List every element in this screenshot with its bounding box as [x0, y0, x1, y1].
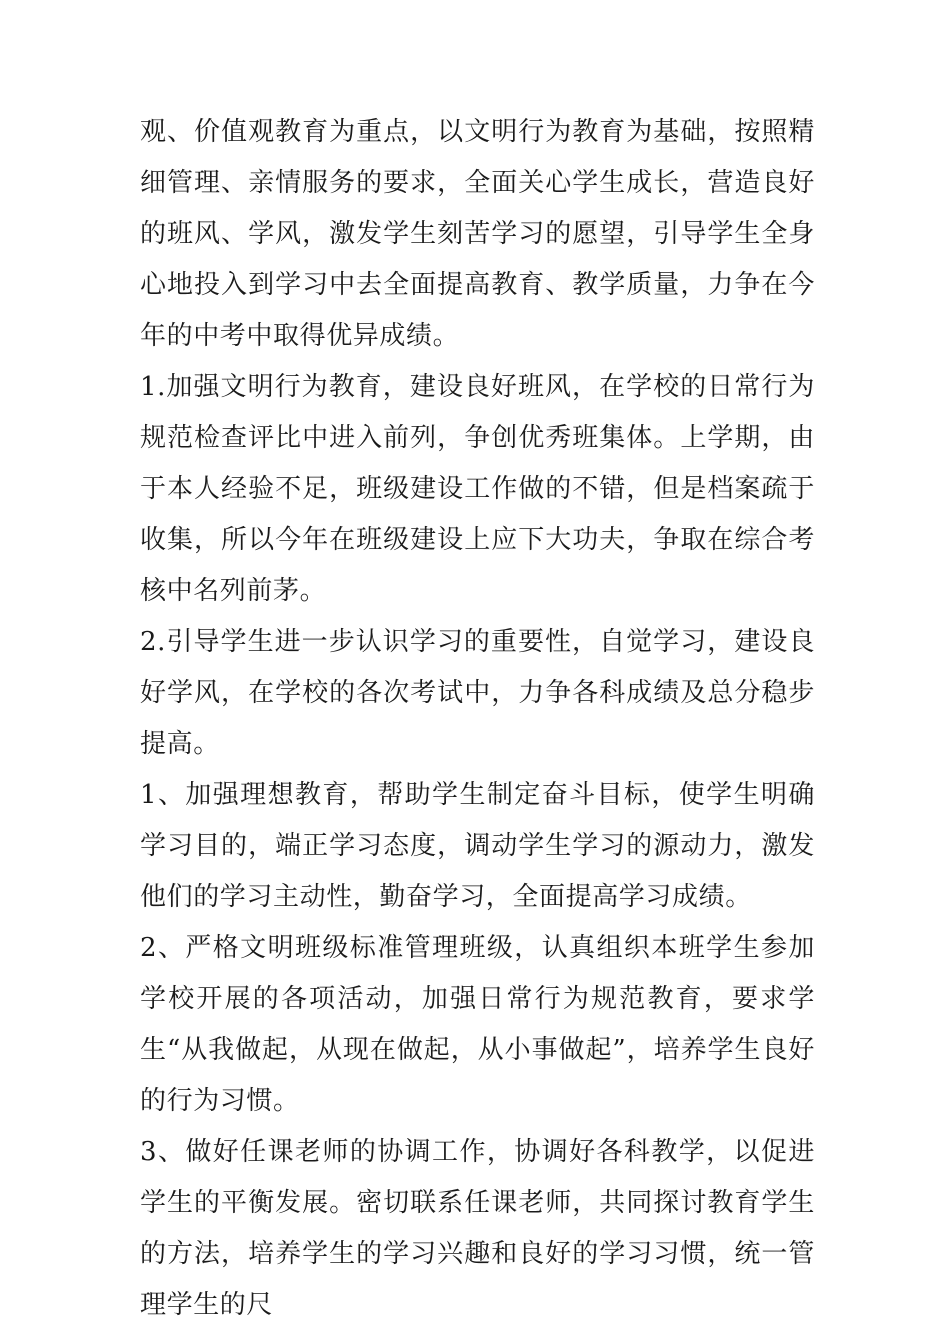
- paragraph-measure-3: 3、做好任课老师的协调工作，协调好各科教学，以促进学生的平衡发展。密切联系任课老师，共同探讨教育学生的方法，培养学生的学习兴趣和良好的学习习惯，统一管理学生的尺: [140, 1137, 815, 1320]
- paragraph-intro: 观、价值观教育为重点，以文明行为教育为基础，按照精细管理、亲情服务的要求，全面关心学生成长，营造良好的班风、学风，激发学生刻苦学习的愿望，引导学生全身心地投入到学习中去全面提高教育、教学质量，力争在今年的中考中取得优异成绩。: [140, 117, 815, 351]
- paragraph-item-2: 2.引导学生进一步认识学习的重要性，自觉学习，建设良好学风，在学校的各次考试中，力争各科成绩及总分稳步提高。: [140, 627, 815, 759]
- paragraph-measure-1: 1、加强理想教育，帮助学生制定奋斗目标，使学生明确学习目的，端正学习态度，调动学生学习的源动力，激发他们的学习主动性，勤奋学习，全面提高学习成绩。: [140, 780, 815, 912]
- paragraph-measure-2: 2、严格文明班级标准管理班级，认真组织本班学生参加学校开展的各项活动，加强日常行为规范教育，要求学生“从我做起，从现在做起，从小事做起”，培养学生良好的行为习惯。: [140, 933, 815, 1116]
- paragraph-item-1: 1.加强文明行为教育，建设良好班风，在学校的日常行为规范检查评比中进入前列，争创优秀班集体。上学期，由于本人经验不足，班级建设工作做的不错，但是档案疏于收集，所以今年在班级建设上应下大功夫，争取在综合考核中名列前茅。: [140, 372, 815, 606]
- document-body: [140, 107, 815, 1331]
